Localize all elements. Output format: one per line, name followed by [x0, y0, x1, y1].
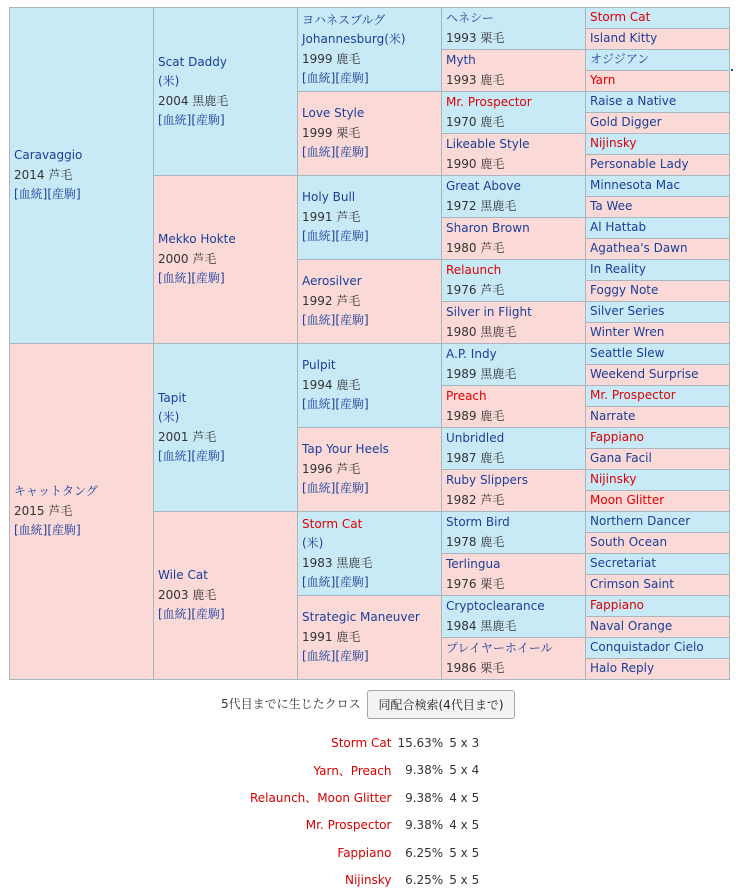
pedigree-cell-gen3 [298, 8, 442, 92]
offspring-link[interactable]: [産駒] [335, 229, 368, 243]
pedigree-link[interactable]: [血統] [14, 187, 47, 201]
cross-percent: 9.38% [397, 784, 449, 812]
horse-name-link[interactable]: Moon Glitter [590, 493, 664, 507]
horse-origin: (米) [302, 536, 323, 550]
pedigree-cell-gen4 [442, 218, 586, 260]
horse-info: 1992 芦毛 [302, 294, 360, 308]
offspring-link[interactable]: [産駒] [191, 449, 224, 463]
pedigree-cell-gen3 [298, 512, 442, 596]
cross-percent: 9.38% [397, 757, 449, 785]
cross-generation: 5 x 5 [449, 839, 509, 867]
horse-name-link[interactable]: Gana Facil [590, 451, 652, 465]
offspring-link[interactable]: [産駒] [47, 187, 80, 201]
horse-name-link[interactable]: Conquistador Cielo [590, 640, 704, 654]
cross-row [250, 784, 509, 812]
pedigree-cell-gen4 [442, 134, 586, 176]
horse-name-link[interactable]: Fappiano [590, 430, 644, 444]
pedigree-cell-gen4 [442, 260, 586, 302]
pedigree-cell-gen4 [442, 50, 586, 92]
cross-generation: 5 x 4 [449, 757, 509, 785]
pedigree-link[interactable]: [血統] [302, 397, 335, 411]
horse-name-link[interactable]: Nijinsky [590, 472, 636, 486]
horse-name-link[interactable]: キャットタング [14, 484, 98, 498]
pedigree-cell-gen5 [586, 512, 730, 533]
horse-info: 1999 栗毛 [302, 126, 360, 140]
cross-horse-name[interactable]: Yarn、Preach [250, 757, 397, 785]
horse-name-link[interactable]: Mr. Prospector [590, 388, 676, 402]
horse-info: 1993 鹿毛 [446, 73, 504, 87]
pedigree-cell-gen2 [154, 8, 298, 176]
horse-name-link[interactable]: Silver in Flight [446, 305, 532, 319]
pedigree-cell-gen5 [586, 596, 730, 617]
pedigree-cell-gen5 [586, 449, 730, 470]
pedigree-cell-gen5 [586, 470, 730, 491]
horse-info: 1980 黒鹿毛 [446, 325, 516, 339]
horse-info: 1976 栗毛 [446, 577, 504, 591]
pedigree-cell-gen4 [442, 302, 586, 344]
pedigree-cell-gen5 [586, 659, 730, 680]
pedigree-cell-gen5 [586, 575, 730, 596]
horse-info: 1970 鹿毛 [446, 115, 504, 129]
pedigree-cell-gen3 [298, 428, 442, 512]
pedigree-cell-gen4 [442, 176, 586, 218]
offspring-link[interactable]: [産駒] [335, 481, 368, 495]
offspring-link[interactable]: [産駒] [335, 575, 368, 589]
horse-name-link[interactable]: Mr. Prospector [446, 95, 532, 109]
cross-horse-name[interactable]: Storm Cat [250, 729, 397, 757]
cross-percent: 6.25% [397, 867, 449, 894]
pedigree-cell-gen3 [298, 260, 442, 344]
horse-name-link[interactable]: Love Style [302, 106, 364, 120]
horse-name-link[interactable]: Preach [446, 389, 487, 403]
horse-name-link[interactable]: Tap Your Heels [302, 442, 389, 456]
pedigree-cell-gen4 [442, 8, 586, 50]
horse-info: 1986 栗毛 [446, 661, 504, 675]
horse-name-link[interactable]: Tapit [158, 391, 186, 405]
horse-info: 2003 鹿毛 [158, 588, 216, 602]
horse-info: 1989 鹿毛 [446, 409, 504, 423]
horse-subname-link[interactable]: Johannesburg(米) [302, 32, 406, 46]
horse-info: 1980 芦毛 [446, 241, 504, 255]
pedigree-cell-gen5 [586, 113, 730, 134]
pedigree-link[interactable]: [血統] [302, 71, 335, 85]
pedigree-link[interactable]: [血統] [302, 481, 335, 495]
horse-info: 1996 芦毛 [302, 462, 360, 476]
horse-name-link[interactable]: Storm Bird [446, 515, 510, 529]
horse-name-link[interactable]: Holy Bull [302, 190, 355, 204]
pedigree-cell-gen5 [586, 239, 730, 260]
horse-info: 1991 鹿毛 [302, 630, 360, 644]
cross-horse-name[interactable]: Mr. Prospector [250, 812, 397, 840]
pedigree-cell-gen5 [586, 260, 730, 281]
horse-info: 1999 鹿毛 [302, 52, 360, 66]
cross-caption: 5代目までに生じたクロス [221, 696, 361, 712]
horse-name-link[interactable]: South Ocean [590, 535, 667, 549]
pedigree-cell-gen4 [442, 386, 586, 428]
pedigree-cell-gen5 [586, 533, 730, 554]
pedigree-cell-gen5 [586, 92, 730, 113]
pedigree-cell-gen5 [586, 428, 730, 449]
horse-info: 2001 芦毛 [158, 430, 216, 444]
pedigree-cell-gen5 [586, 155, 730, 176]
pedigree-cell-gen1 [10, 8, 154, 344]
cross-percent: 9.38% [397, 812, 449, 840]
horse-name-link[interactable]: Weekend Surprise [590, 367, 699, 381]
pedigree-cell-gen5 [586, 491, 730, 512]
horse-name-link[interactable]: Silver Series [590, 304, 664, 318]
horse-info: 2004 黒鹿毛 [158, 94, 228, 108]
horse-name-link[interactable]: Crimson Saint [590, 577, 674, 591]
horse-name-link[interactable]: プレイヤーホイール [446, 641, 553, 655]
horse-name-link[interactable]: Aerosilver [302, 274, 362, 288]
offspring-link[interactable]: [産駒] [47, 523, 80, 537]
horse-info: 1994 鹿毛 [302, 378, 360, 392]
pedigree-link[interactable]: [血統] [302, 229, 335, 243]
horse-info: 2014 芦毛 [14, 168, 72, 182]
offspring-link[interactable]: [産駒] [191, 271, 224, 285]
horse-name-link[interactable]: Relaunch [446, 263, 501, 277]
offspring-link[interactable]: [産駒] [191, 113, 224, 127]
pedigree-link[interactable]: [血統] [158, 271, 191, 285]
cross-percent: 15.63% [397, 729, 449, 757]
horse-name-link[interactable]: Mekko Hokte [158, 232, 236, 246]
horse-info: 1984 黒鹿毛 [446, 619, 516, 633]
horse-name-link[interactable]: Al Hattab [590, 220, 646, 234]
pedigree-cell-gen2 [154, 512, 298, 680]
cross-generation: 4 x 5 [449, 784, 509, 812]
decorative-dot [731, 69, 733, 71]
horse-info: 2015 芦毛 [14, 504, 72, 518]
pedigree-cell-gen4 [442, 512, 586, 554]
cross-generation: 5 x 3 [449, 729, 509, 757]
pedigree-link[interactable]: [血統] [302, 575, 335, 589]
pedigree-cell-gen5 [586, 386, 730, 407]
horse-name-link[interactable]: Storm Cat [302, 517, 362, 531]
horse-name-link[interactable]: Foggy Note [590, 283, 658, 297]
cross-horse-name[interactable]: Fappiano [250, 839, 397, 867]
horse-name-link[interactable]: Strategic Maneuver [302, 610, 420, 624]
horse-name-link[interactable]: Pulpit [302, 358, 336, 372]
offspring-link[interactable]: [産駒] [335, 145, 368, 159]
horse-info: 1989 黒鹿毛 [446, 367, 516, 381]
pedigree-cell-gen5 [586, 617, 730, 638]
pedigree-cell-gen5 [586, 8, 730, 29]
offspring-link[interactable]: [産駒] [191, 607, 224, 621]
cross-row [250, 812, 509, 840]
pedigree-cell-gen5 [586, 344, 730, 365]
horse-info: 1978 鹿毛 [446, 535, 504, 549]
horse-name-link[interactable]: Likeable Style [446, 137, 530, 151]
horse-name-link[interactable]: Caravaggio [14, 148, 82, 162]
pedigree-cell-gen4 [442, 638, 586, 680]
cross-horse-name[interactable]: Relaunch、Moon Glitter [250, 784, 397, 812]
horse-name-link[interactable]: Gold Digger [590, 115, 662, 129]
pedigree-cell-gen5 [586, 29, 730, 50]
horse-info: 1972 黒鹿毛 [446, 199, 516, 213]
pedigree-cell-gen5 [586, 134, 730, 155]
horse-name-link[interactable]: Halo Reply [590, 661, 654, 675]
pedigree-cell-gen5 [586, 71, 730, 92]
pedigree-link[interactable]: [血統] [158, 113, 191, 127]
pedigree-link[interactable]: [血統] [158, 449, 191, 463]
pedigree-link[interactable]: [血統] [14, 523, 47, 537]
pedigree-cell-gen3 [298, 344, 442, 428]
pedigree-cell-gen2 [154, 176, 298, 344]
pedigree-link[interactable]: [血統] [158, 607, 191, 621]
horse-name-link[interactable]: Island Kitty [590, 31, 657, 45]
pedigree-link[interactable]: [血統] [302, 649, 335, 663]
offspring-link[interactable]: [産駒] [335, 397, 368, 411]
horse-info: 1990 鹿毛 [446, 157, 504, 171]
horse-name-link[interactable]: Scat Daddy [158, 55, 227, 69]
horse-name-link[interactable]: Cryptoclearance [446, 599, 545, 613]
pedigree-table [9, 7, 730, 680]
horse-name-link[interactable]: Naval Orange [590, 619, 672, 633]
horse-name-link[interactable]: Winter Wren [590, 325, 664, 339]
horse-info: 1993 栗毛 [446, 31, 504, 45]
horse-name-link[interactable]: Narrate [590, 409, 635, 423]
horse-name-link[interactable]: Storm Cat [590, 10, 650, 24]
horse-name-link[interactable]: Fappiano [590, 598, 644, 612]
pedigree-cell-gen5 [586, 407, 730, 428]
pedigree-cell-gen5 [586, 218, 730, 239]
offspring-link[interactable]: [産駒] [335, 71, 368, 85]
pedigree-cell-gen4 [442, 596, 586, 638]
pedigree-cell-gen5 [586, 323, 730, 344]
pedigree-row [10, 344, 730, 365]
pedigree-cell-gen2 [154, 344, 298, 512]
pedigree-cell-gen3 [298, 596, 442, 680]
pedigree-cell-gen3 [298, 92, 442, 176]
cross-generation: 5 x 5 [449, 867, 509, 894]
pedigree-cell-gen5 [586, 197, 730, 218]
pedigree-link[interactable]: [血統] [302, 145, 335, 159]
horse-name-link[interactable]: Ruby Slippers [446, 473, 528, 487]
pedigree-cell-gen5 [586, 638, 730, 659]
same-mating-search-button[interactable]: 同配合検索(4代目まで) [367, 690, 515, 719]
horse-name-link[interactable]: Agathea's Dawn [590, 241, 688, 255]
horse-name-link[interactable]: Terlingua [446, 557, 500, 571]
horse-name-link[interactable]: Raise a Native [590, 94, 676, 108]
horse-name-link[interactable]: オジジアン [590, 52, 649, 66]
cross-row [250, 757, 509, 785]
horse-name-link[interactable]: In Reality [590, 262, 646, 276]
horse-name-link[interactable]: Yarn [590, 73, 615, 87]
horse-info: 1976 芦毛 [446, 283, 504, 297]
horse-name-link[interactable]: Unbridled [446, 431, 504, 445]
cross-row [250, 729, 509, 757]
horse-info: 1982 芦毛 [446, 493, 504, 507]
horse-info: 1983 黒鹿毛 [302, 556, 372, 570]
pedigree-cell-gen4 [442, 470, 586, 512]
pedigree-cell-gen4 [442, 344, 586, 386]
horse-name-link[interactable]: Ta Wee [590, 199, 632, 213]
horse-origin: (米) [158, 410, 179, 424]
pedigree-cell-gen5 [586, 365, 730, 386]
horse-name-link[interactable]: ヘネシー [446, 11, 494, 25]
cross-row [250, 867, 509, 894]
horse-info: 1991 芦毛 [302, 210, 360, 224]
horse-name-link[interactable]: Wile Cat [158, 568, 208, 582]
horse-name-link[interactable]: Myth [446, 53, 476, 67]
cross-horse-name[interactable]: Nijinsky [250, 867, 397, 894]
horse-name-link[interactable]: Personable Lady [590, 157, 689, 171]
horse-name-link[interactable]: ヨハネスブルグ [302, 13, 385, 27]
pedigree-cell-gen1 [10, 344, 154, 680]
cross-row [250, 839, 509, 867]
horse-name-link[interactable]: Sharon Brown [446, 221, 530, 235]
pedigree-cell-gen4 [442, 92, 586, 134]
pedigree-cell-gen4 [442, 428, 586, 470]
horse-info: 2000 芦毛 [158, 252, 216, 266]
horse-info: 1987 鹿毛 [446, 451, 504, 465]
cross-generation: 4 x 5 [449, 812, 509, 840]
horse-name-link[interactable]: Nijinsky [590, 136, 636, 150]
cross-percent: 6.25% [397, 839, 449, 867]
horse-origin: (米) [158, 74, 179, 88]
offspring-link[interactable]: [産駒] [335, 649, 368, 663]
horse-name-link[interactable]: Northern Dancer [590, 514, 690, 528]
horse-name-link[interactable]: Secretariat [590, 556, 656, 570]
horse-name-link[interactable]: A.P. Indy [446, 347, 497, 361]
pedigree-cell-gen3 [298, 176, 442, 260]
pedigree-cell-gen5 [586, 302, 730, 323]
pedigree-cell-gen5 [586, 50, 730, 71]
pedigree-cell-gen5 [586, 176, 730, 197]
cross-table [250, 729, 509, 894]
pedigree-cell-gen4 [442, 554, 586, 596]
pedigree-cell-gen5 [586, 281, 730, 302]
horse-name-link[interactable]: Seattle Slew [590, 346, 664, 360]
pedigree-row [10, 8, 730, 29]
offspring-link[interactable]: [産駒] [335, 313, 368, 327]
pedigree-link[interactable]: [血統] [302, 313, 335, 327]
horse-name-link[interactable]: Great Above [446, 179, 521, 193]
pedigree-cell-gen5 [586, 554, 730, 575]
horse-name-link[interactable]: Minnesota Mac [590, 178, 680, 192]
